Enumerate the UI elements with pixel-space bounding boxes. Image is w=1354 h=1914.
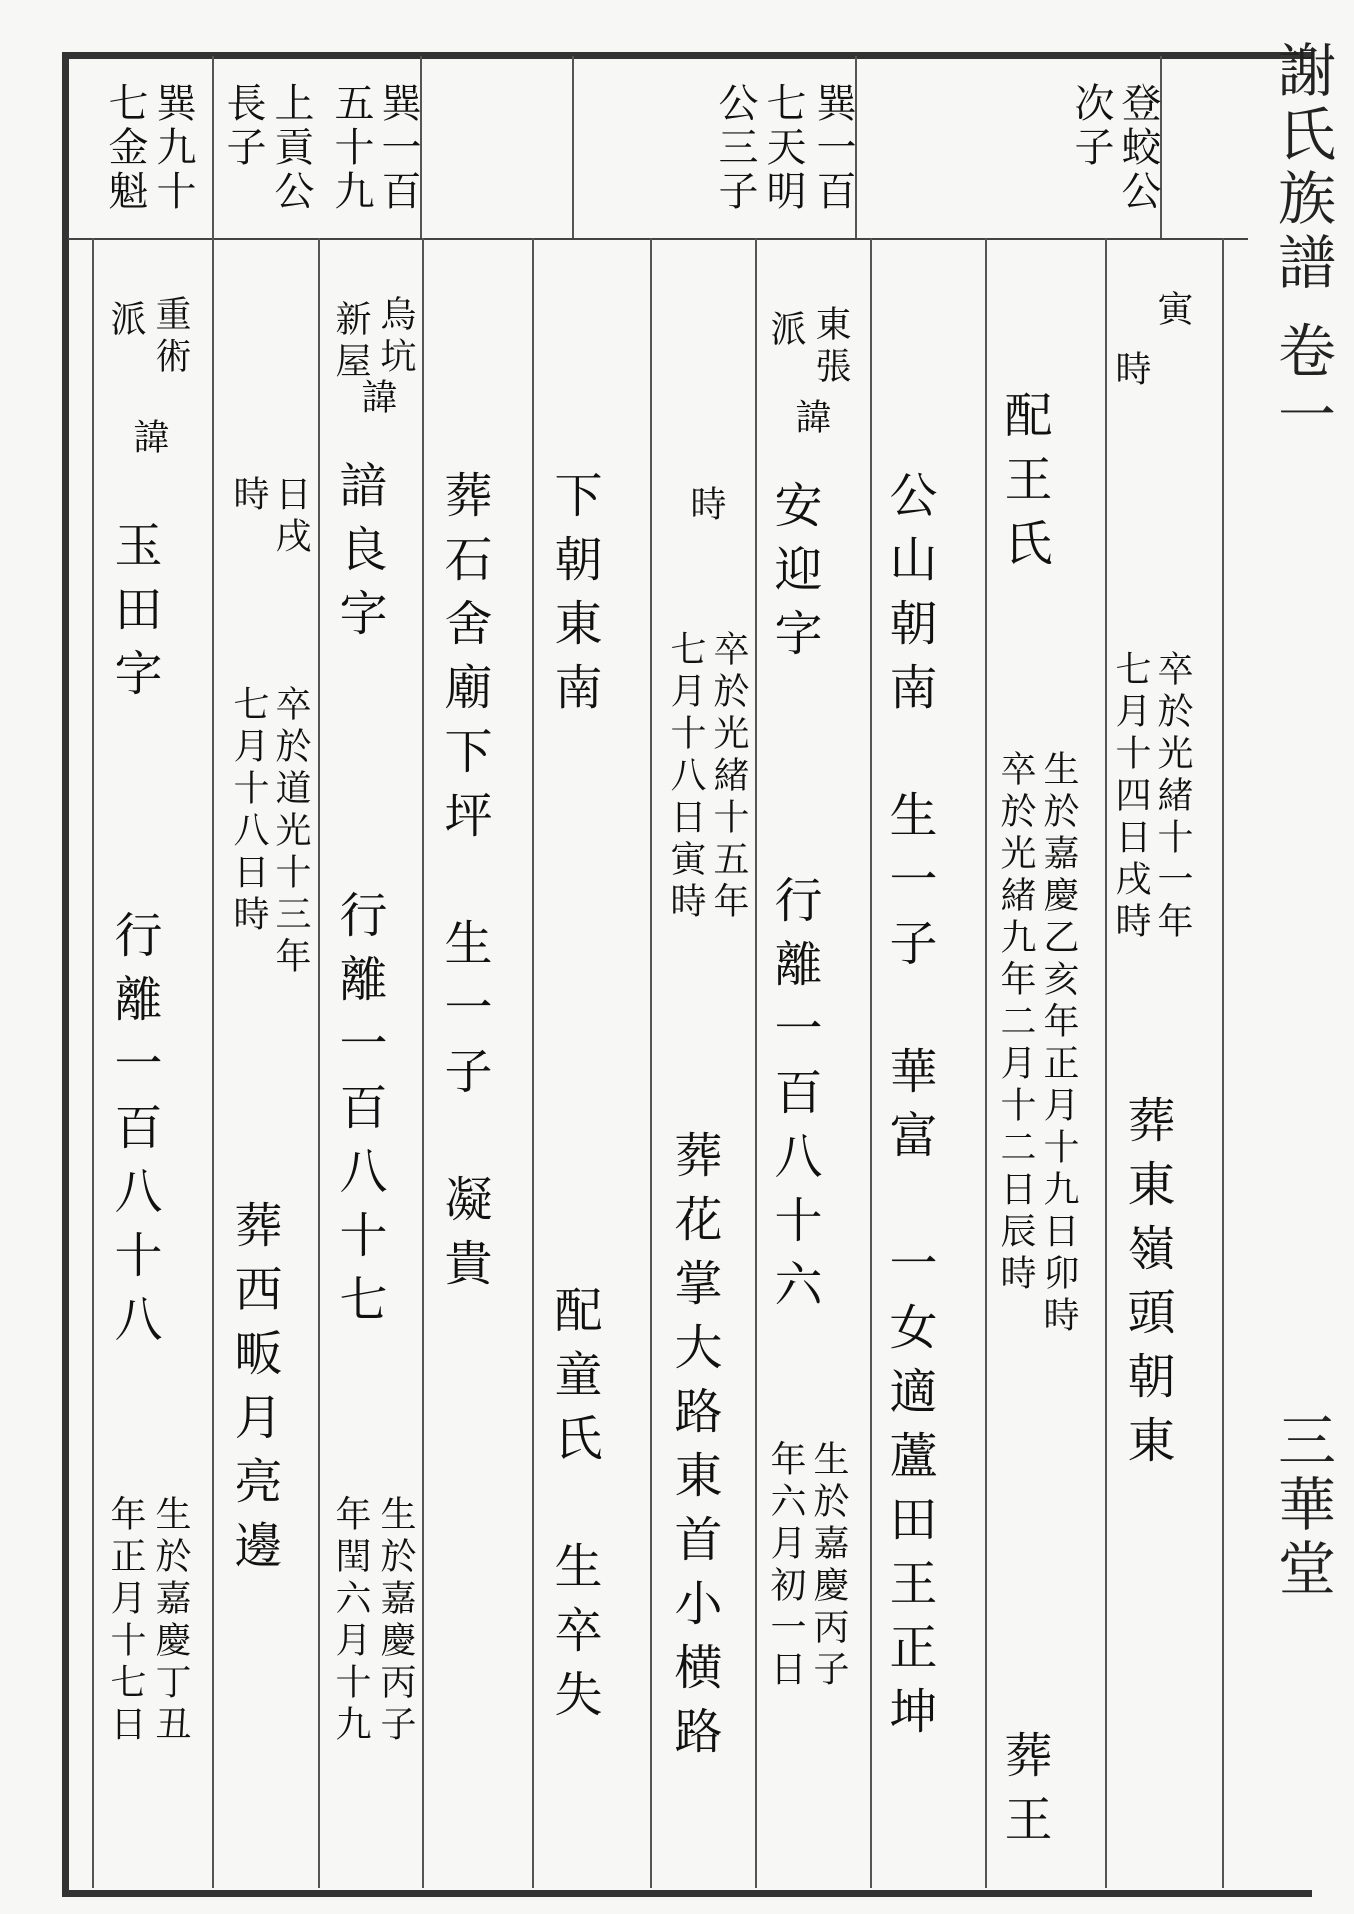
c2-death: 卒於光緒九年二月十二日辰時 [995, 750, 1036, 1296]
c9-burial: 葬西畈月亮邊 [226, 1200, 282, 1584]
c3-text: 公山朝南 生一子 華富 一女適蘆田王正坤 [881, 470, 937, 1750]
c4-rank: 行離一百八十六 [766, 875, 822, 1323]
c4-mid: 諱 [790, 398, 831, 440]
column-rule [318, 238, 320, 1888]
header-3-line2: 五十九 [328, 82, 374, 214]
header-1-line1: 登蛟公 [1115, 82, 1161, 214]
c8-rank: 行離一百八十七 [331, 890, 387, 1338]
c1-small-a: 寅 [1152, 290, 1193, 332]
column-rule [92, 238, 94, 1888]
c2-spouse: 配王氏 [996, 390, 1052, 582]
c9-small-a: 日戌 [270, 475, 311, 559]
header-1-line2: 次子 [1068, 82, 1114, 170]
column-rule [985, 238, 987, 1888]
c8-name: 諳良字 [331, 460, 387, 652]
c9-death-b: 七月十八日時 [228, 685, 269, 937]
c4-small-b: 派 [765, 310, 806, 352]
header-2-line3: 公三子 [712, 82, 758, 214]
column-rule [650, 238, 652, 1888]
header-4-line1: 上貢公 [268, 82, 314, 214]
c10-mid: 諱 [128, 418, 169, 460]
c4-birth-b: 年六月初一日 [765, 1440, 806, 1692]
column-rule [532, 238, 534, 1888]
c8-birth-b: 年閏六月十九 [330, 1495, 371, 1747]
c10-birth-a: 生於嘉慶丁丑 [150, 1495, 191, 1747]
c1-small-c: 卒於光緒十一年 [1152, 650, 1193, 944]
c1-burial: 葬東嶺頭朝東 [1119, 1095, 1175, 1479]
header-5-line2: 七金魁 [102, 82, 148, 214]
c9-death-a: 卒於道光十三年 [270, 685, 311, 979]
c8-small-a: 烏坑 [375, 295, 416, 379]
c2-burial: 葬王 [996, 1730, 1052, 1858]
c9-small-b: 時 [228, 475, 269, 517]
c10-birth-b: 年正月十七日 [105, 1495, 146, 1747]
header-4-line2: 長子 [220, 82, 266, 170]
column-rule [870, 238, 872, 1888]
c8-birth-a: 生於嘉慶丙子 [375, 1495, 416, 1747]
c4-name: 安迎字 [766, 480, 822, 672]
header-2-line1: 巽一百 [810, 82, 856, 214]
c1-small-b: 時 [1110, 350, 1151, 392]
header-2-line2: 七天明 [760, 82, 806, 214]
c10-name: 玉田字 [106, 520, 162, 712]
c10-rank: 行離一百八十八 [106, 910, 162, 1358]
column-rule [422, 238, 424, 1888]
c5-death-b: 七月十八日寅時 [665, 630, 706, 924]
c2-birth: 生於嘉慶乙亥年正月十九日卯時 [1038, 750, 1079, 1338]
margin-title: 謝氏族譜 卷一 [1268, 40, 1336, 449]
column-rule [755, 238, 757, 1888]
c1-small-d: 七月十四日戌時 [1110, 650, 1151, 944]
header-separator [212, 56, 214, 238]
c10-small-a: 重術 [150, 295, 191, 379]
c5-death-a: 卒於光緒十五年 [708, 630, 749, 924]
header-separator [572, 56, 574, 238]
column-rule [1222, 238, 1224, 1888]
c5-burial: 葬花掌大路東首小横路 [666, 1130, 722, 1770]
c5-small-a: 時 [685, 485, 726, 527]
header-divider [68, 238, 1248, 240]
c4-small-a: 東張 [810, 305, 851, 389]
header-5-line1: 巽九十 [150, 82, 196, 214]
header-3-line1: 巽一百 [375, 82, 421, 214]
c4-birth-a: 生於嘉慶丙子 [808, 1440, 849, 1692]
c6-direction: 下朝東南 [546, 470, 602, 726]
c8-mid: 諱 [356, 378, 397, 420]
c6-spouse: 配童氏 生卒失 [546, 1285, 602, 1733]
column-rule [1105, 238, 1107, 1888]
column-rule [212, 238, 214, 1888]
c7-burial: 葬石舍廟下坪 生一子 凝貴 [436, 470, 492, 1302]
c8-small-b: 新屋 [330, 300, 371, 384]
c10-small-b: 派 [105, 300, 146, 342]
margin-hall-name: 三華堂 [1268, 1410, 1336, 1602]
